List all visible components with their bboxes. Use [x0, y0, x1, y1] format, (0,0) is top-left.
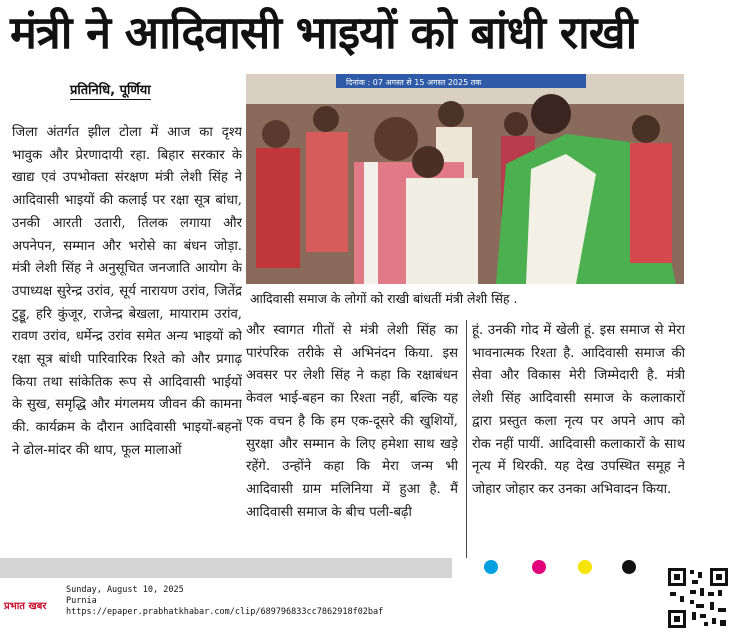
clip-edition: Purnia — [66, 596, 97, 606]
article-column-1: जिला अंतर्गत झील टोला में आज का दृश्य भावुक और प्रेरणादायी रहा. बिहार सरकार के खाद्य एवं उपभोक्ता संरक्षण मंत्री लेशी सिंह ने आदिवासी भाइयों की कलाई पर रक्षा सूत्र बांधा, उनकी आरती उतारी, तिलक लगाया और अपनेपन, सम्मान और भरोसे का बंधन जोड़ा. मंत्री लेशी सिंह ने अनुसूचित जनजाति आयोग के उपाध्यक्ष सुरेन्द्र उरांव, सूर्य नारायण उरांव, जितेंद्र टुड्डू, हरि कुंजूर, राजेन्द्र बेखला, मायाराम उरांव, रावण उरांव, धर्मेन्द्र उरांव समेत अन्य भाइयों को रक्षा सूत्र बांधी पारिवारिक रिश्ते को और प्रगाढ़ किया तथा सांकेतिक रूप से आदिवासी भाईयों के सुख, समृद्धि और मंगलमय जीवन की कामना की. कार्यक्रम के दौरान आदिवासी भाइयों-बहनों ने ढोल-मांदर की थाप, फूल मालाओं — [12, 125, 242, 458]
column-divider — [466, 320, 467, 560]
headline: मंत्री ने आदिवासी भाइयों को बांधी राखी — [10, 6, 637, 59]
print-margin-bar — [0, 558, 452, 578]
byline: प्रतिनिधि, पूर्णिया — [70, 83, 151, 98]
photo-illustration — [246, 74, 684, 284]
registration-mark-yellow — [578, 560, 592, 574]
registration-mark-cyan — [484, 560, 498, 574]
photo-caption: आदिवासी समाज के लोगों को राखी बांधतीं मंत्री लेशी सिंह . — [250, 291, 518, 306]
article-column-3: हूं. उनकी गोद में खेली हूं. इस समाज से मेरा भावनात्मक रिश्ता है. आदिवासी समाज की सेवा और विकास मेरी जिम्मेदारी है. मंत्री लेशी सिंह आदिवासी समाज के कलाकारों द्वारा प्रस्तुत कला नृत्य पर अपने आप को रोक नहीं पायीं. आदिवासी कलाकारों के साथ नृत्य में थिरकी. यह देख उपस्थित समूह ने जोहार जोहार कर उनका अभिवादन किया. — [472, 323, 685, 497]
article-column-2: और स्वागत गीतों से मंत्री लेशी सिंह का पारंपरिक तरीके से अभिनंदन किया. इस अवसर पर लेशी सिंह ने कहा कि रक्षाबंधन केवल भाई-बहन का रिश्ता नहीं, बल्कि यह एक वचन है कि हम एक-दूसरे की खुशियों, सुरक्षा और सम्मान के लिए हमेशा साथ खड़े रहेंगे. उन्होंने कहा कि मेरा जन्म भी आदिवासी ग्राम मलिनिया में हुआ है. मैं आदिवासी समाज के बीच पली-बढ़ी — [246, 323, 458, 520]
newspaper-logo: प्रभात खबर — [4, 601, 47, 612]
registration-mark-black — [622, 560, 636, 574]
qr-code-icon[interactable] — [668, 568, 728, 628]
registration-mark-magenta — [532, 560, 546, 574]
clip-url[interactable]: https://epaper.prabhatkhabar.com/clip/689796833cc7862918f02baf — [66, 607, 384, 617]
clip-metadata — [66, 585, 383, 618]
clip-date: Sunday, August 10, 2025 — [66, 585, 184, 595]
photo-banner-text: दिनांक : 07 अगस्त से 15 अगस्त 2025 तक — [346, 78, 482, 87]
news-photo — [246, 74, 684, 284]
